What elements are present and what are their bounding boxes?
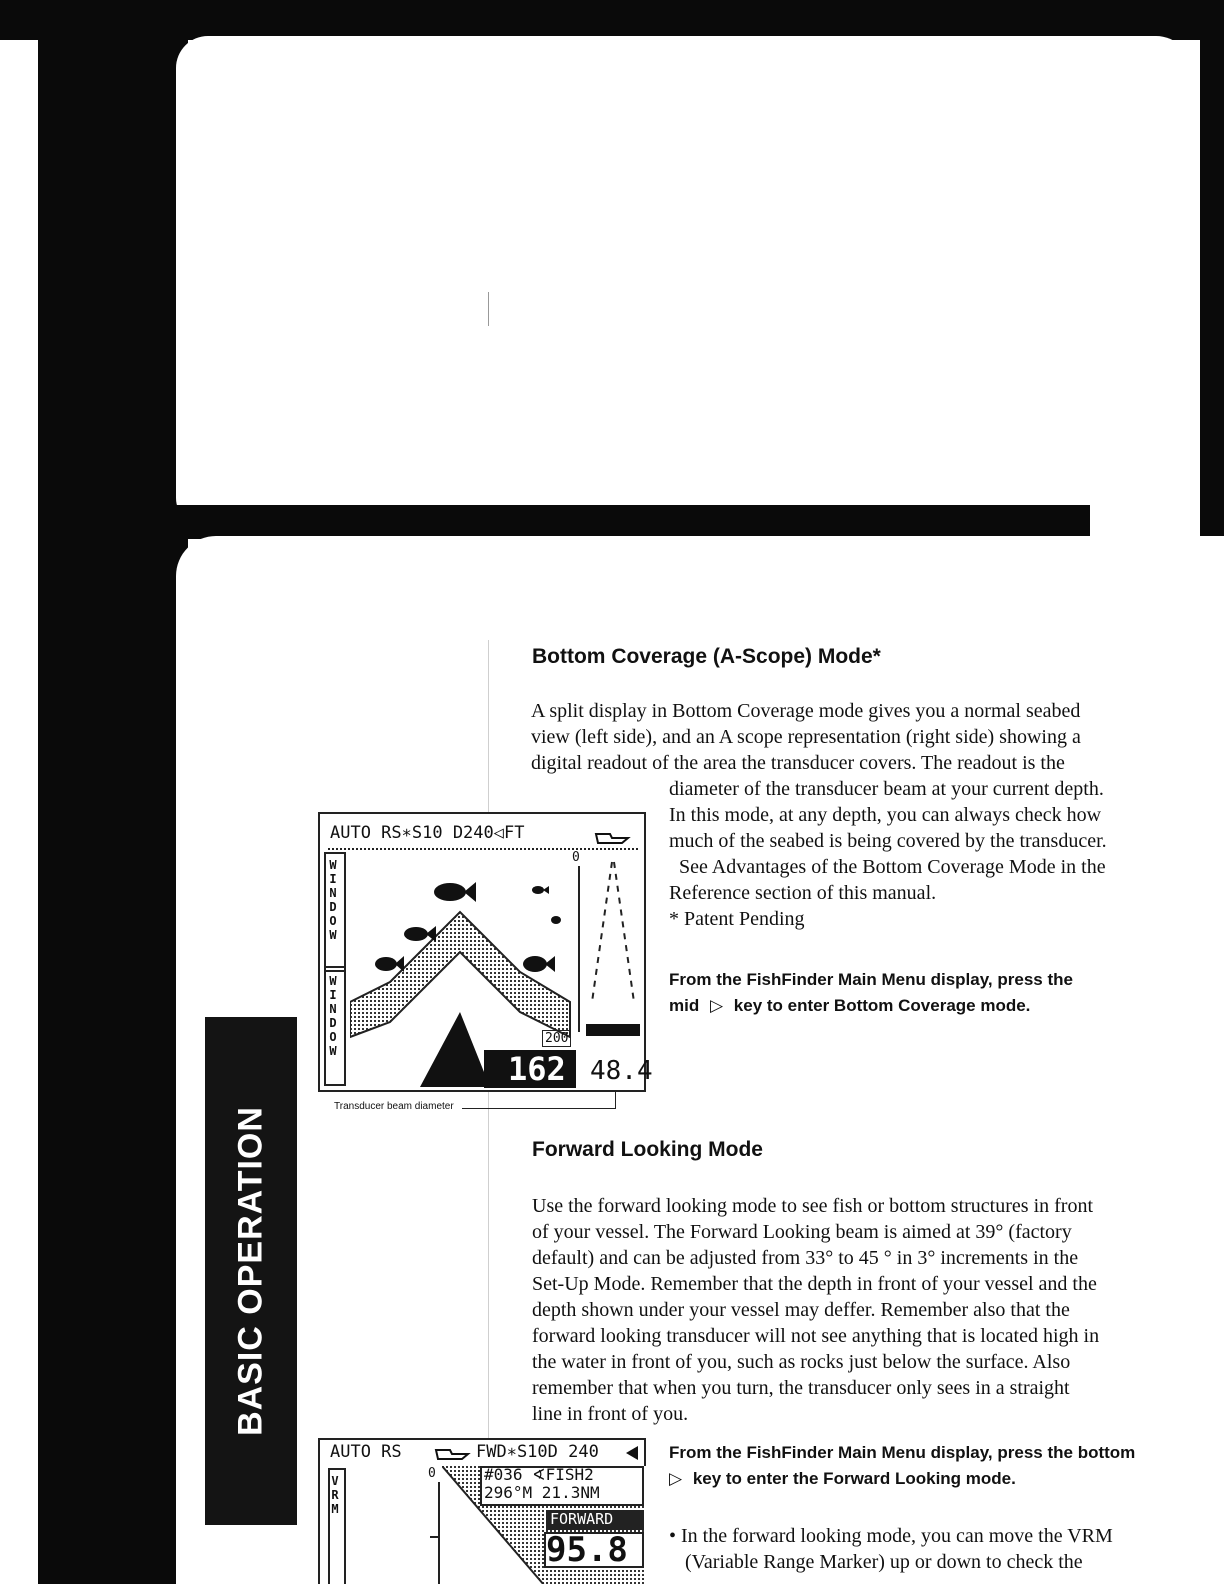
paragraph-line: digital readout of the area the transducer covers. The readout is the	[531, 752, 1065, 774]
waypoint-line-1: #036 ∢FISH2	[484, 1465, 594, 1484]
scan-border-left	[38, 0, 188, 1584]
caption-leader-line	[462, 1108, 616, 1109]
depth-scale-line	[438, 1482, 440, 1584]
scan-border-right	[1200, 0, 1224, 560]
forward-readout: 95.8	[546, 1530, 628, 1570]
instruction-line	[669, 993, 1169, 1019]
bottom-coverage-paragraph	[531, 698, 1171, 776]
paragraph-line: much of the seabed is being covered by the transducer.	[669, 830, 1107, 852]
paragraph-line: Use the forward looking mode to see fish or bottom structures in front	[532, 1195, 1093, 1217]
bullet-text: In the forward looking mode, you can move the VRM	[681, 1525, 1113, 1547]
paragraph-line: A split display in Bottom Coverage mode gives you a normal seabed	[531, 700, 1081, 722]
forward-looking-screen	[318, 1438, 646, 1584]
forward-looking-instruction	[669, 1440, 1189, 1492]
paragraph-line: remember that when you turn, the transducer only sees in a straight	[532, 1377, 1070, 1399]
paragraph-line: In this mode, at any depth, you can always check how	[669, 804, 1102, 826]
right-arrow-key-icon: ▷	[709, 996, 724, 1015]
a-scope-beam	[582, 852, 644, 1052]
depth-scale-top: 0	[428, 1466, 436, 1481]
window-letters: WINDOW	[329, 974, 337, 1058]
window-label-lower	[328, 974, 342, 1058]
section-side-tab	[205, 1017, 297, 1525]
paragraph-line: See Advantages of the Bottom Coverage Mode in the	[669, 856, 1106, 878]
depth-scale-top: 0	[572, 850, 580, 865]
screen-header-left: AUTO RS	[330, 1442, 402, 1462]
paragraph-line: diameter of the transducer beam at your current depth.	[669, 778, 1104, 800]
window-label-upper	[328, 858, 342, 942]
depth-scale-line	[578, 866, 580, 1032]
scan-border-middle	[150, 505, 1090, 539]
forward-looking-paragraph	[532, 1193, 1172, 1427]
instruction-key-suffix: key to enter the Forward Looking mode.	[692, 1469, 1016, 1488]
window-letters: WINDOW	[329, 858, 337, 942]
side-tab-label: BASIC OPERATION	[231, 1106, 270, 1436]
instruction-line: From the FishFinder Main Menu display, press the bottom	[669, 1443, 1136, 1462]
paragraph-line: Reference section of this manual.	[669, 882, 937, 904]
bottom-coverage-instruction	[669, 967, 1169, 1019]
paragraph-line: line in front of you.	[532, 1403, 689, 1425]
bullet-line	[669, 1523, 1189, 1549]
forward-looking-bullet	[669, 1523, 1189, 1575]
paragraph-line: Set-Up Mode. Remember that the depth in front of your vessel and the	[532, 1273, 1097, 1295]
vrm-letters: VRM	[331, 1474, 339, 1516]
bullet-dot-icon: •	[669, 1525, 682, 1547]
paragraph-line: depth shown under your vessel may deffer. Remember also that the	[532, 1299, 1070, 1321]
bottom-coverage-screen	[318, 812, 653, 1092]
instruction-key-prefix: mid	[669, 996, 700, 1015]
speaker-icon	[626, 1446, 638, 1460]
waypoint-line-2: 296°M 21.3NM	[484, 1483, 600, 1502]
section-title-bottom-coverage: Bottom Coverage (A-Scope) Mode*	[532, 645, 881, 668]
boat-icon	[592, 830, 632, 849]
vrm-label	[330, 1474, 344, 1516]
bullet-line: (Variable Range Marker) up or down to check the	[685, 1551, 1083, 1573]
instruction-line	[669, 1466, 1189, 1492]
bottom-coverage-paragraph-narrow	[669, 776, 1169, 932]
paragraph-line: view (left side), and an A scope representation (right side) showing a	[531, 726, 1081, 748]
instruction-line: From the FishFinder Main Menu display, press the	[669, 970, 1073, 989]
figure-caption: Transducer beam diameter	[334, 1101, 454, 1112]
paragraph-line: of your vessel. The Forward Looking beam is aimed at 39° (factory	[532, 1221, 1072, 1243]
mode-label: FORWARD	[550, 1510, 614, 1528]
screen-header: AUTO RS∗S10 D240◁FT	[330, 823, 525, 843]
screen-header-right: FWD∗S10D 240	[476, 1442, 599, 1462]
screen-divider-line	[328, 848, 638, 850]
paragraph-line: * Patent Pending	[669, 908, 805, 930]
scan-mark	[488, 292, 489, 326]
caption-leader-tick	[615, 1092, 616, 1109]
instruction-key-suffix: key to enter Bottom Coverage mode.	[733, 996, 1031, 1015]
section-title-forward-looking: Forward Looking Mode	[532, 1138, 763, 1161]
depth-readout: 162	[508, 1050, 566, 1088]
paragraph-line: default) and can be adjusted from 33° to 45 ° in 3° increments in the	[532, 1247, 1079, 1269]
beam-diameter-readout: 48.4	[590, 1056, 653, 1086]
depth-scale-tick	[430, 1536, 440, 1538]
paragraph-line: forward looking transducer will not see anything that is located high in	[532, 1325, 1100, 1347]
blank-card	[176, 36, 1192, 526]
depth-scale-bottom: 200	[542, 1030, 571, 1047]
right-arrow-key-icon: ▷	[669, 1469, 683, 1488]
boat-icon	[432, 1446, 472, 1465]
paragraph-line: the water in front of you, such as rocks just below the surface. Also	[532, 1351, 1071, 1373]
